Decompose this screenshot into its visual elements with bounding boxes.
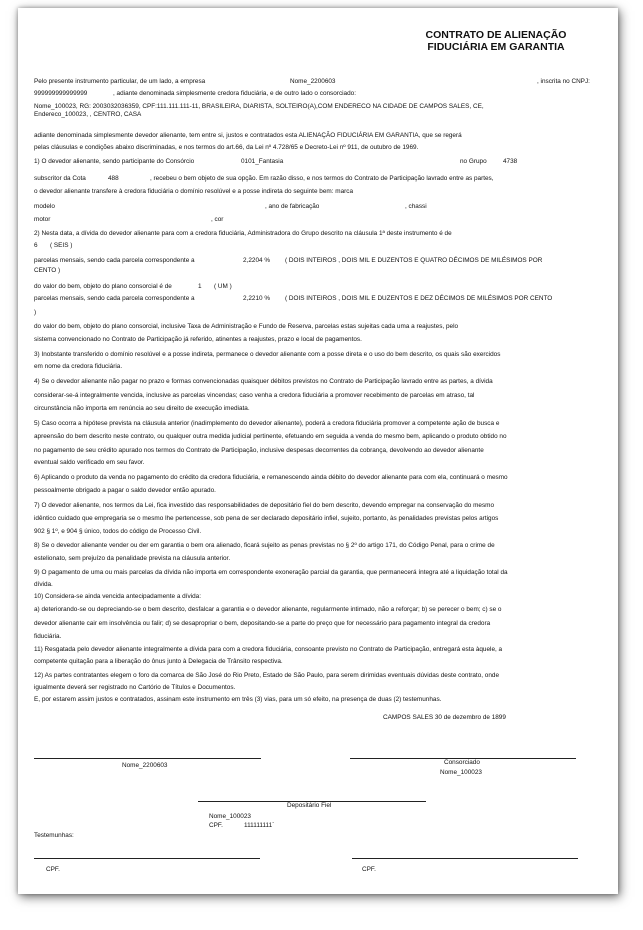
- text-line-34-0: 8) Se o devedor alienante vender ou der em garantia o bem ora alienado, ficará sujeito as penas previstas no § 2º do artigo 171, do Código Penal, para o crime de: [34, 542, 495, 549]
- text-line-26-0: apreensão do bem descrito neste contrato, ou qualquer outra medida judicial pertinente, efetuando em seguida a venda do mesmo bem, aplicando o produto obtido no: [34, 433, 507, 440]
- text-line-7-2: , recebeu o bem objeto de sua opção. Em razão disso, e nos termos do Contrato de Participação lavrado entre as partes,: [150, 175, 494, 182]
- text-line-43-0: competente quitação para a liberação do ônus junto à Delegacia de Trânsito respectiva.: [34, 658, 283, 665]
- text-line-39-0: a) deteriorando-se ou depreciando-se o bem descrito, desfalcar a garantia e o devedor alienante, regularmente intimado, não a reforçar; b) se perecer o bem; c) se o: [34, 606, 502, 613]
- text-line-48-0: Nome_2200603: [122, 762, 168, 769]
- text-line-11-0: 2) Nesta data, a dívida do devedor alienante para com a credora fiduciária, Administradora do Grupo descrito na cláusula 1ª deste instrumento é de: [34, 230, 452, 237]
- text-line-6-1: 0101_Fantasia: [241, 158, 284, 165]
- text-line-13-2: ( DOIS INTEIROS , DOIS MIL E DUZENTOS E QUATRO DÉCIMOS DE MILÉSIMOS POR: [285, 257, 543, 264]
- text-line-6-0: 1) O devedor alienante, sendo participante do Consórcio: [34, 158, 195, 165]
- text-line-20-0: 3) Inobstante transferido o domínio resolúvel e a posse indireta, permanece o devedor alienante com a posse direta e o uso do bem descrito, os quais são exercidos: [34, 351, 501, 358]
- text-line-42-0: 11) Resgatada pelo devedor alienante integralmente a dívida para com a credora fiduciária, consoante previsto no Contrato de Participação, entregará esta àquele, a: [34, 646, 503, 653]
- text-line-50-0: Nome_100023: [209, 813, 251, 820]
- text-line-51-1: 111111111`: [244, 822, 275, 829]
- text-line-1-0: 999999999999999: [34, 90, 88, 97]
- text-line-9-0: modelo: [34, 203, 55, 210]
- text-line-25-0: 5) Caso ocorra a hipótese prevista na cláusula anterior (inadimplemento do devedor alienante), poderá a credora fiduciária promover a competente ação de busca e: [34, 420, 500, 427]
- signature-line-consorciado: [350, 758, 576, 759]
- text-line-48-2: Nome_100023: [440, 769, 482, 776]
- text-line-10-1: , cor: [211, 216, 224, 223]
- text-line-9-1: , ano de fabricação: [265, 203, 320, 210]
- text-line-2-0: Nome_100023, RG: 2003032036359, CPF:111.111.111-11, BRASILEIRA, DIARISTA, SOLTEIRO(A),COM ENDERECO NA CIDADE DE CAMPOS SALES, CE,: [34, 103, 484, 110]
- text-line-38-0: 10) Considera-se ainda vencida antecipadamente a dívida:: [34, 593, 201, 600]
- signature-line-witness-1: [34, 858, 260, 859]
- signature-line-credora: [34, 758, 261, 759]
- text-line-16-2: ( DOIS INTEIROS , DOIS MIL E DUZENTOS E DEZ DÉCIMOS DE MILÉSIMOS POR CENTO: [285, 295, 553, 302]
- text-line-32-0: idêntico cuidado que empregaria se o mesmo lhe pertencesse, sob pena de ser declarado depositário infiel, sujeito, portanto, às penalidades previstas pelos artigos: [34, 515, 499, 522]
- text-line-13-1: 2,2204 %: [243, 257, 271, 264]
- text-line-22-0: 4) Se o devedor alienante não pagar no prazo e formas convencionadas quaisquer débitos previstos no Contrato de Participação lavrado entre as partes, a dívida: [34, 378, 493, 385]
- text-line-13-0: parcelas mensais, sendo cada parcela correspondente a: [34, 257, 195, 264]
- text-line-1-1: , adiante denominada simplesmente credora fiduciária, e de outro lado o consorciado:: [113, 90, 356, 97]
- text-line-44-0: 12) As partes contratantes elegem o foro da comarca de São José do Rio Preto, Estado de São Paulo, para serem dirimidas eventuais dúvidas deste contrato, onde: [34, 672, 500, 679]
- text-line-16-1: 2,2210 %: [243, 295, 271, 302]
- text-line-27-0: no pagamento de seu crédito apurado nos termos do Contrato de Participação, inclusive despesas decorrentes da cobrança, devolvendo ao devedor alienante: [34, 447, 484, 454]
- text-line-19-0: sistema convencionado no Contrato de Participação já referido, atinentes a reajustes, prazo e local de pagamentos.: [34, 336, 362, 343]
- signature-line-depositario: [198, 801, 426, 802]
- text-line-31-0: 7) O devedor alienante, nos termos da Lei, fica investido das responsabilidades de depositário fiel do bem descrito, devendo empregar na conservação do mesmo: [34, 502, 495, 509]
- text-line-15-0: do valor do bem, objeto do plano consorcial é de: [34, 283, 172, 290]
- text-line-12-0: 6: [34, 242, 38, 249]
- text-line-53-1: CPF.: [362, 866, 376, 873]
- text-line-0-2: , inscrita no CNPJ:: [537, 78, 590, 85]
- text-line-36-0: 9) O pagamento de uma ou mais parcelas da dívida não importa em correspondente exoneração parcial da garantia, que permanecerá íntegra até a liquidação total da: [34, 569, 508, 576]
- text-line-53-0: CPF.: [46, 866, 60, 873]
- text-line-23-0: considerar-se-á integralmente vencida, inclusive as parcelas vincendas; caso venha a credora fiduciária a promover recebimento de parcelas em atraso, tal: [34, 392, 475, 399]
- text-line-5-0: pelas cláusulas e condições abaixo discriminadas, e nos termos do art.66, da Lei nº 4.728/65 e Decreto-Lei nº 911, de outubro de 1969.: [34, 144, 419, 151]
- text-line-12-1: ( SEIS ): [50, 242, 73, 249]
- text-line-7-0: subscritor da Cota: [34, 175, 86, 182]
- text-line-40-0: devedor alienante cair em insolvência ou falir; d) se desapropriar o bem, depositando-se a parte do preço que for necessário para pagamento integral da credora: [34, 620, 491, 627]
- text-line-3-0: Endereco_100023, , CENTRO, CASA: [34, 111, 142, 118]
- signature-line-witness-2: [352, 858, 578, 859]
- text-line-24-0: circunstância não importa em renúncia ao seu direito de execução imediata.: [34, 405, 250, 412]
- text-line-15-1: 1: [198, 283, 202, 290]
- text-line-8-0: o devedor alienante transfere à credora fiduciária o domínio resolúvel e a posse indireta do seguinte bem: marca: [34, 188, 354, 195]
- text-line-52-0: Testemunhas:: [34, 832, 74, 839]
- text-line-6-3: 4738: [503, 158, 518, 165]
- text-line-0-1: Nome_2200603: [290, 78, 336, 85]
- text-line-46-0: E, por estarem assim justos e contratados, assinam este instrumento em três (3) vias, para um só efeito, na presença de duas (2) testemunhas.: [34, 696, 442, 703]
- text-line-6-2: no Grupo: [460, 158, 487, 165]
- text-line-30-0: pessoalmente obrigado a pagar o saldo devedor então apurado.: [34, 487, 216, 494]
- text-line-15-2: ( UM ): [214, 283, 232, 290]
- text-line-9-2: , chassi: [405, 203, 427, 210]
- text-line-7-1: 488: [108, 175, 119, 182]
- text-line-10-0: motor: [34, 216, 51, 223]
- text-line-45-0: igualmente deverá ser registrado no Cartório de Títulos e Documentos.: [34, 684, 236, 691]
- text-line-17-0: ): [34, 309, 37, 316]
- text-line-28-0: eventual saldo verificado em seu favor.: [34, 459, 145, 466]
- text-line-18-0: do valor do bem, objeto do plano consorcial, inclusive Taxa de Administração e Fundo de Reserva, parcelas estas sujeitas cada uma a reajustes, pelo: [34, 323, 459, 330]
- text-line-51-0: CPF.: [209, 822, 223, 829]
- text-line-33-0: 902 § 1º, e 904 § único, todos do código de Processo Civil.: [34, 528, 202, 535]
- text-line-48-1: Consorciado: [444, 759, 480, 766]
- text-line-37-0: dívida.: [34, 581, 53, 588]
- text-line-49-0: Depositário Fiel: [287, 802, 332, 809]
- text-line-21-0: em nome da credora fiduciária.: [34, 363, 123, 370]
- text-line-47-0: CAMPOS SALES 30 de dezembro de 1899: [383, 714, 506, 721]
- document-title-line-1: CONTRATO DE ALIENAÇÃO: [425, 29, 567, 41]
- text-line-29-0: 6) Aplicando o produto da venda no pagamento do crédito da credora fiduciária, e remanescendo ainda débito do devedor alienante para com ela, continuará o mesmo: [34, 474, 508, 481]
- text-line-4-0: adiante denominada simplesmente devedor alienante, tem entre si, justos e contratados esta ALIENAÇÃO FIDUCIÁRIA EM GARANTIA, que se regerá: [34, 132, 462, 139]
- text-line-35-0: estelionato, sem prejuízo da penalidade prevista na cláusula anterior.: [34, 555, 231, 562]
- document-title-line-2: FIDUCIÁRIA EM GARANTIA: [427, 41, 565, 53]
- text-line-41-0: fiduciária.: [34, 633, 62, 640]
- text-line-16-0: parcelas mensais, sendo cada parcela correspondente a: [34, 295, 195, 302]
- text-line-14-0: CENTO ): [34, 267, 61, 274]
- text-line-0-0: Pelo presente instrumento particular, de um lado, a empresa: [34, 78, 206, 85]
